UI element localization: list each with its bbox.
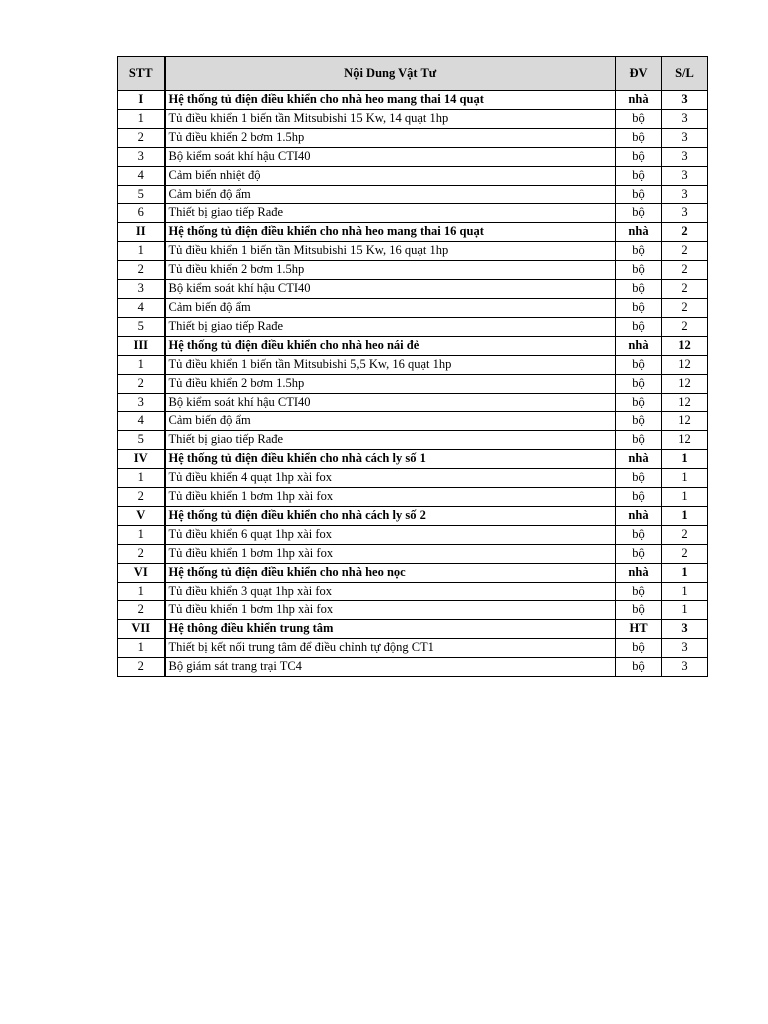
row-stt: 2 [118, 658, 165, 677]
row-quantity: 3 [662, 166, 708, 185]
row-quantity: 12 [662, 336, 708, 355]
row-stt: 2 [118, 128, 165, 147]
table-row [118, 280, 708, 299]
row-description: Tủ điều khiển 1 biến tần Mitsubishi 5,5 Kw, 16 quạt 1hp [165, 355, 616, 374]
table-row [118, 261, 708, 280]
row-description: Hệ thống tủ điện điều khiển cho nhà heo mang thai 14 quạt [165, 91, 616, 110]
table-row [118, 147, 708, 166]
row-stt: 1 [118, 242, 165, 261]
section-row [118, 620, 708, 639]
row-stt: 6 [118, 204, 165, 223]
row-quantity: 3 [662, 128, 708, 147]
row-unit: bộ [616, 242, 662, 261]
row-description: Thiết bị giao tiếp Rađe [165, 317, 616, 336]
row-quantity: 12 [662, 355, 708, 374]
row-description: Tủ điều khiển 2 bơm 1.5hp [165, 128, 616, 147]
table-row [118, 128, 708, 147]
row-quantity: 1 [662, 450, 708, 469]
table-row [118, 317, 708, 336]
row-unit: bộ [616, 166, 662, 185]
row-quantity: 3 [662, 147, 708, 166]
row-quantity: 3 [662, 204, 708, 223]
row-unit: bộ [616, 298, 662, 317]
row-quantity: 1 [662, 563, 708, 582]
row-stt: 1 [118, 109, 165, 128]
materials-table [117, 56, 708, 677]
row-quantity: 3 [662, 185, 708, 204]
table-row [118, 204, 708, 223]
row-quantity: 1 [662, 582, 708, 601]
row-quantity: 1 [662, 488, 708, 507]
row-stt: III [118, 336, 165, 355]
table-row [118, 544, 708, 563]
table-row [118, 412, 708, 431]
row-stt: I [118, 91, 165, 110]
table-row [118, 601, 708, 620]
row-unit: bộ [616, 658, 662, 677]
row-description: Bộ kiểm soát khí hậu CTI40 [165, 147, 616, 166]
table-row [118, 393, 708, 412]
row-stt: 2 [118, 374, 165, 393]
row-description: Hệ thống tủ điện điều khiển cho nhà cách ly số 1 [165, 450, 616, 469]
section-row [118, 91, 708, 110]
table-row [118, 582, 708, 601]
row-quantity: 2 [662, 242, 708, 261]
table-row [118, 355, 708, 374]
row-quantity: 2 [662, 261, 708, 280]
row-quantity: 3 [662, 620, 708, 639]
row-description: Tủ điều khiển 6 quạt 1hp xài fox [165, 525, 616, 544]
row-unit: nhà [616, 336, 662, 355]
row-quantity: 3 [662, 639, 708, 658]
row-description: Cảm biến độ ẩm [165, 412, 616, 431]
row-unit: bộ [616, 393, 662, 412]
row-quantity: 12 [662, 393, 708, 412]
row-description: Tủ điều khiển 2 bơm 1.5hp [165, 261, 616, 280]
row-stt: 1 [118, 525, 165, 544]
row-quantity: 1 [662, 469, 708, 488]
row-description: Hệ thông điều khiển trung tâm [165, 620, 616, 639]
row-stt: 2 [118, 601, 165, 620]
row-stt: VII [118, 620, 165, 639]
row-quantity: 1 [662, 506, 708, 525]
row-stt: 1 [118, 469, 165, 488]
table-row [118, 469, 708, 488]
table-row [118, 374, 708, 393]
row-stt: 5 [118, 317, 165, 336]
table-row [118, 242, 708, 261]
row-stt: 3 [118, 147, 165, 166]
row-unit: bộ [616, 601, 662, 620]
row-stt: 2 [118, 488, 165, 507]
row-description: Thiết bị kết nối trung tâm để điều chỉnh tự động CT1 [165, 639, 616, 658]
row-stt: 2 [118, 261, 165, 280]
row-unit: bộ [616, 374, 662, 393]
row-unit: bộ [616, 204, 662, 223]
row-unit: bộ [616, 147, 662, 166]
row-description: Hệ thống tủ điện điều khiển cho nhà heo mang thai 16 quạt [165, 223, 616, 242]
row-description: Tủ điều khiển 4 quạt 1hp xài fox [165, 469, 616, 488]
row-quantity: 3 [662, 91, 708, 110]
row-stt: V [118, 506, 165, 525]
row-description: Tủ điều khiển 1 bơm 1hp xài fox [165, 544, 616, 563]
row-stt: 3 [118, 393, 165, 412]
row-unit: bộ [616, 355, 662, 374]
row-unit: bộ [616, 317, 662, 336]
row-unit: nhà [616, 450, 662, 469]
row-unit: bộ [616, 582, 662, 601]
row-description: Cảm biến nhiệt độ [165, 166, 616, 185]
row-description: Tủ điều khiển 1 biến tần Mitsubishi 15 Kw, 14 quạt 1hp [165, 109, 616, 128]
row-quantity: 3 [662, 658, 708, 677]
section-row [118, 506, 708, 525]
row-description: Bộ giám sát trang trại TC4 [165, 658, 616, 677]
table-row [118, 185, 708, 204]
row-quantity: 2 [662, 280, 708, 299]
row-quantity: 2 [662, 298, 708, 317]
section-row [118, 223, 708, 242]
table-row [118, 431, 708, 450]
header-stt: STT [118, 57, 165, 91]
row-unit: bộ [616, 544, 662, 563]
row-unit: bộ [616, 185, 662, 204]
row-stt: 1 [118, 639, 165, 658]
table-header-row [118, 57, 708, 91]
row-description: Tủ điều khiển 3 quạt 1hp xài fox [165, 582, 616, 601]
row-description: Hệ thống tủ điện điều khiển cho nhà heo nọc [165, 563, 616, 582]
row-description: Tủ điều khiển 1 bơm 1hp xài fox [165, 488, 616, 507]
row-unit: bộ [616, 128, 662, 147]
row-unit: bộ [616, 109, 662, 128]
table-row [118, 639, 708, 658]
row-unit: bộ [616, 261, 662, 280]
row-description: Bộ kiểm soát khí hậu CTI40 [165, 280, 616, 299]
table-row [118, 109, 708, 128]
row-description: Tủ điều khiển 1 bơm 1hp xài fox [165, 601, 616, 620]
row-stt: 5 [118, 185, 165, 204]
row-quantity: 3 [662, 109, 708, 128]
row-stt: 2 [118, 544, 165, 563]
row-quantity: 2 [662, 544, 708, 563]
header-unit: ĐV [616, 57, 662, 91]
row-description: Cảm biến độ ẩm [165, 185, 616, 204]
section-row [118, 336, 708, 355]
row-stt: 1 [118, 355, 165, 374]
row-quantity: 2 [662, 525, 708, 544]
table-row [118, 658, 708, 677]
table-row [118, 488, 708, 507]
row-unit: bộ [616, 412, 662, 431]
row-stt: 1 [118, 582, 165, 601]
row-unit: nhà [616, 91, 662, 110]
row-description: Bộ kiểm soát khí hậu CTI40 [165, 393, 616, 412]
row-unit: bộ [616, 469, 662, 488]
row-unit: bộ [616, 431, 662, 450]
row-unit: bộ [616, 639, 662, 658]
row-description: Cảm biến độ ẩm [165, 298, 616, 317]
row-quantity: 2 [662, 317, 708, 336]
table-row [118, 525, 708, 544]
row-stt: 4 [118, 166, 165, 185]
row-quantity: 12 [662, 431, 708, 450]
row-description: Thiết bị giao tiếp Rađe [165, 431, 616, 450]
row-unit: bộ [616, 488, 662, 507]
row-quantity: 2 [662, 223, 708, 242]
section-row [118, 563, 708, 582]
row-unit: bộ [616, 280, 662, 299]
table-row [118, 298, 708, 317]
section-row [118, 450, 708, 469]
row-stt: VI [118, 563, 165, 582]
row-unit: nhà [616, 223, 662, 242]
row-description: Hệ thống tủ điện điều khiển cho nhà heo nái đẻ [165, 336, 616, 355]
row-unit: nhà [616, 563, 662, 582]
row-unit: nhà [616, 506, 662, 525]
row-stt: II [118, 223, 165, 242]
row-stt: IV [118, 450, 165, 469]
header-description: Nội Dung Vật Tư [165, 57, 616, 91]
table-row [118, 166, 708, 185]
row-quantity: 1 [662, 601, 708, 620]
row-description: Hệ thống tủ điện điều khiển cho nhà cách ly số 2 [165, 506, 616, 525]
row-unit: HT [616, 620, 662, 639]
row-description: Tủ điều khiển 1 biến tần Mitsubishi 15 Kw, 16 quạt 1hp [165, 242, 616, 261]
header-quantity: S/L [662, 57, 708, 91]
row-quantity: 12 [662, 374, 708, 393]
row-stt: 4 [118, 298, 165, 317]
row-stt: 5 [118, 431, 165, 450]
row-description: Tủ điều khiển 2 bơm 1.5hp [165, 374, 616, 393]
row-unit: bộ [616, 525, 662, 544]
row-quantity: 12 [662, 412, 708, 431]
row-stt: 3 [118, 280, 165, 299]
row-description: Thiết bị giao tiếp Rađe [165, 204, 616, 223]
row-stt: 4 [118, 412, 165, 431]
